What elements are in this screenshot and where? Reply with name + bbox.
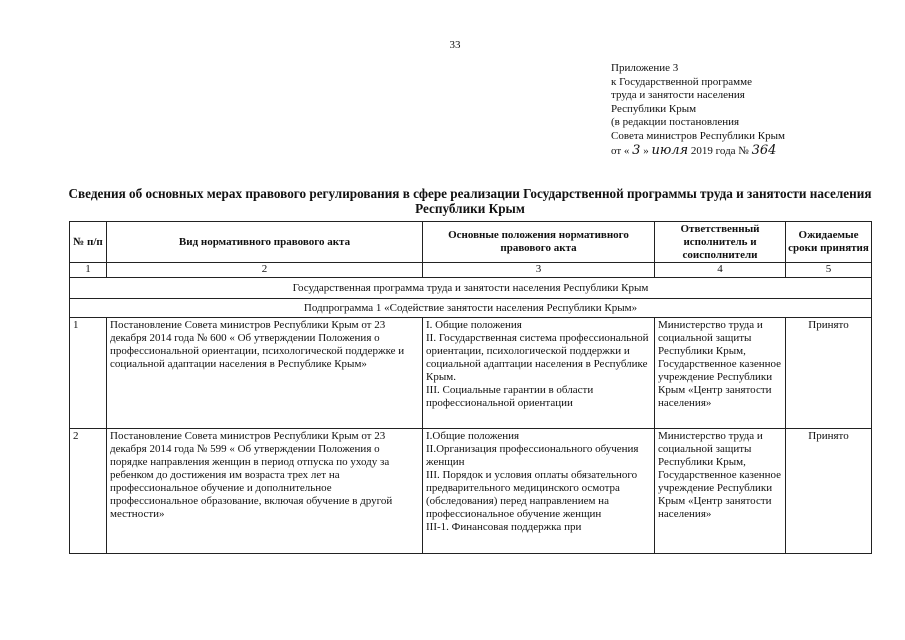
row-executor: Министерство труда и социальной защиты Республики Крым, Государственное казенное учреждение Республики Крым «Центр занятости населения»	[655, 429, 786, 554]
row-act: Постановление Совета министров Республики Крым от 23 декабря 2014 года № 599 « Об утверждении Положения о порядке направления женщин в период отпуска по уходу за ребенком до достижения им возраста трех лет на профессиональное обучение и дополнительное профессиональное образование, включая обучение в другой местности»	[107, 429, 423, 554]
column-number: 3	[423, 263, 655, 278]
appendix-line: труда и занятости населения	[611, 89, 745, 102]
column-number: 2	[107, 263, 423, 278]
column-number: 4	[655, 263, 786, 278]
provision-item: I. Общие положения	[426, 319, 522, 331]
document-title: Сведения об основных мерах правового регулирования в сфере реализации Государственной программы труда и занятости населения Республики Крым	[68, 186, 872, 216]
appendix-line: (в редакции постановления	[611, 116, 740, 129]
row-status: Принято	[786, 429, 872, 554]
row-provisions	[423, 318, 655, 429]
provision-item: II.Организация профессионального обучения женщин	[426, 443, 639, 468]
provision-item: III. Порядок и условия оплаты обязательного предварительного медицинского осмотра (обследования) перед направлением на профессиональное обучение женщин	[426, 469, 638, 520]
subprogram-title: Подпрограмма 1 «Содействие занятости населения Республики Крым»	[70, 299, 872, 318]
date-month-handwritten: июля	[651, 142, 689, 158]
row-executor: Министерство труда и социальной защиты Республики Крым, Государственное казенное учреждение Республики Крым «Центр занятости населения»	[655, 318, 786, 429]
provision-item: III. Социальные гарантии в области профессиональной ориентации	[426, 384, 594, 409]
row-num: 1	[70, 318, 107, 429]
table-header-row	[70, 222, 872, 263]
provision-item: II. Государственная система профессиональной ориентации, психологической поддержки и социальной адаптации населения в Республике Крым.	[426, 332, 649, 383]
appendix-date-line	[611, 144, 891, 159]
appendix-line: к Государственной программе	[611, 75, 752, 88]
header-deadline: Ожидаемые сроки принятия	[786, 222, 872, 263]
row-act: Постановление Совета министров Республики Крым от 23 декабря 2014 года № 600 « Об утверждении Положения о профессиональной ориентации, психологической поддержке и социальной адаптации населения в Республике Крым»	[107, 318, 423, 429]
row-status: Принято	[786, 318, 872, 429]
subprogram-row	[70, 299, 872, 318]
provision-item: III-1. Финансовая поддержка при	[426, 521, 582, 533]
appendix-line: Совета министров Республики Крым	[611, 129, 785, 142]
header-act: Вид нормативного правового акта	[107, 222, 423, 263]
appendix-line: Приложение 3	[611, 62, 679, 74]
appendix-line: Республики Крым	[611, 102, 697, 115]
program-title: Государственная программа труда и занятости населения Республики Крым	[70, 278, 872, 299]
page-number: 33	[449, 39, 461, 51]
measures-table	[69, 221, 872, 554]
column-number-row	[70, 263, 872, 278]
date-year: 2019 года №	[690, 144, 749, 157]
date-prefix: от «	[611, 144, 630, 157]
provision-item: I.Общие положения	[426, 430, 520, 442]
table-row	[70, 429, 872, 554]
column-number: 5	[786, 263, 872, 278]
row-provisions	[423, 429, 655, 554]
header-provisions: Основные положения нормативного правового акта	[423, 222, 655, 263]
header-num: № п/п	[70, 222, 107, 263]
date-number-handwritten: 364	[751, 142, 777, 158]
program-row	[70, 278, 872, 299]
row-num: 2	[70, 429, 107, 554]
table-row	[70, 318, 872, 429]
header-executor: Ответственный исполнитель и соисполнители	[655, 222, 786, 263]
column-number: 1	[70, 263, 107, 278]
date-day-handwritten: 3	[632, 142, 641, 158]
date-sep: »	[643, 144, 649, 157]
appendix-block	[611, 62, 891, 158]
